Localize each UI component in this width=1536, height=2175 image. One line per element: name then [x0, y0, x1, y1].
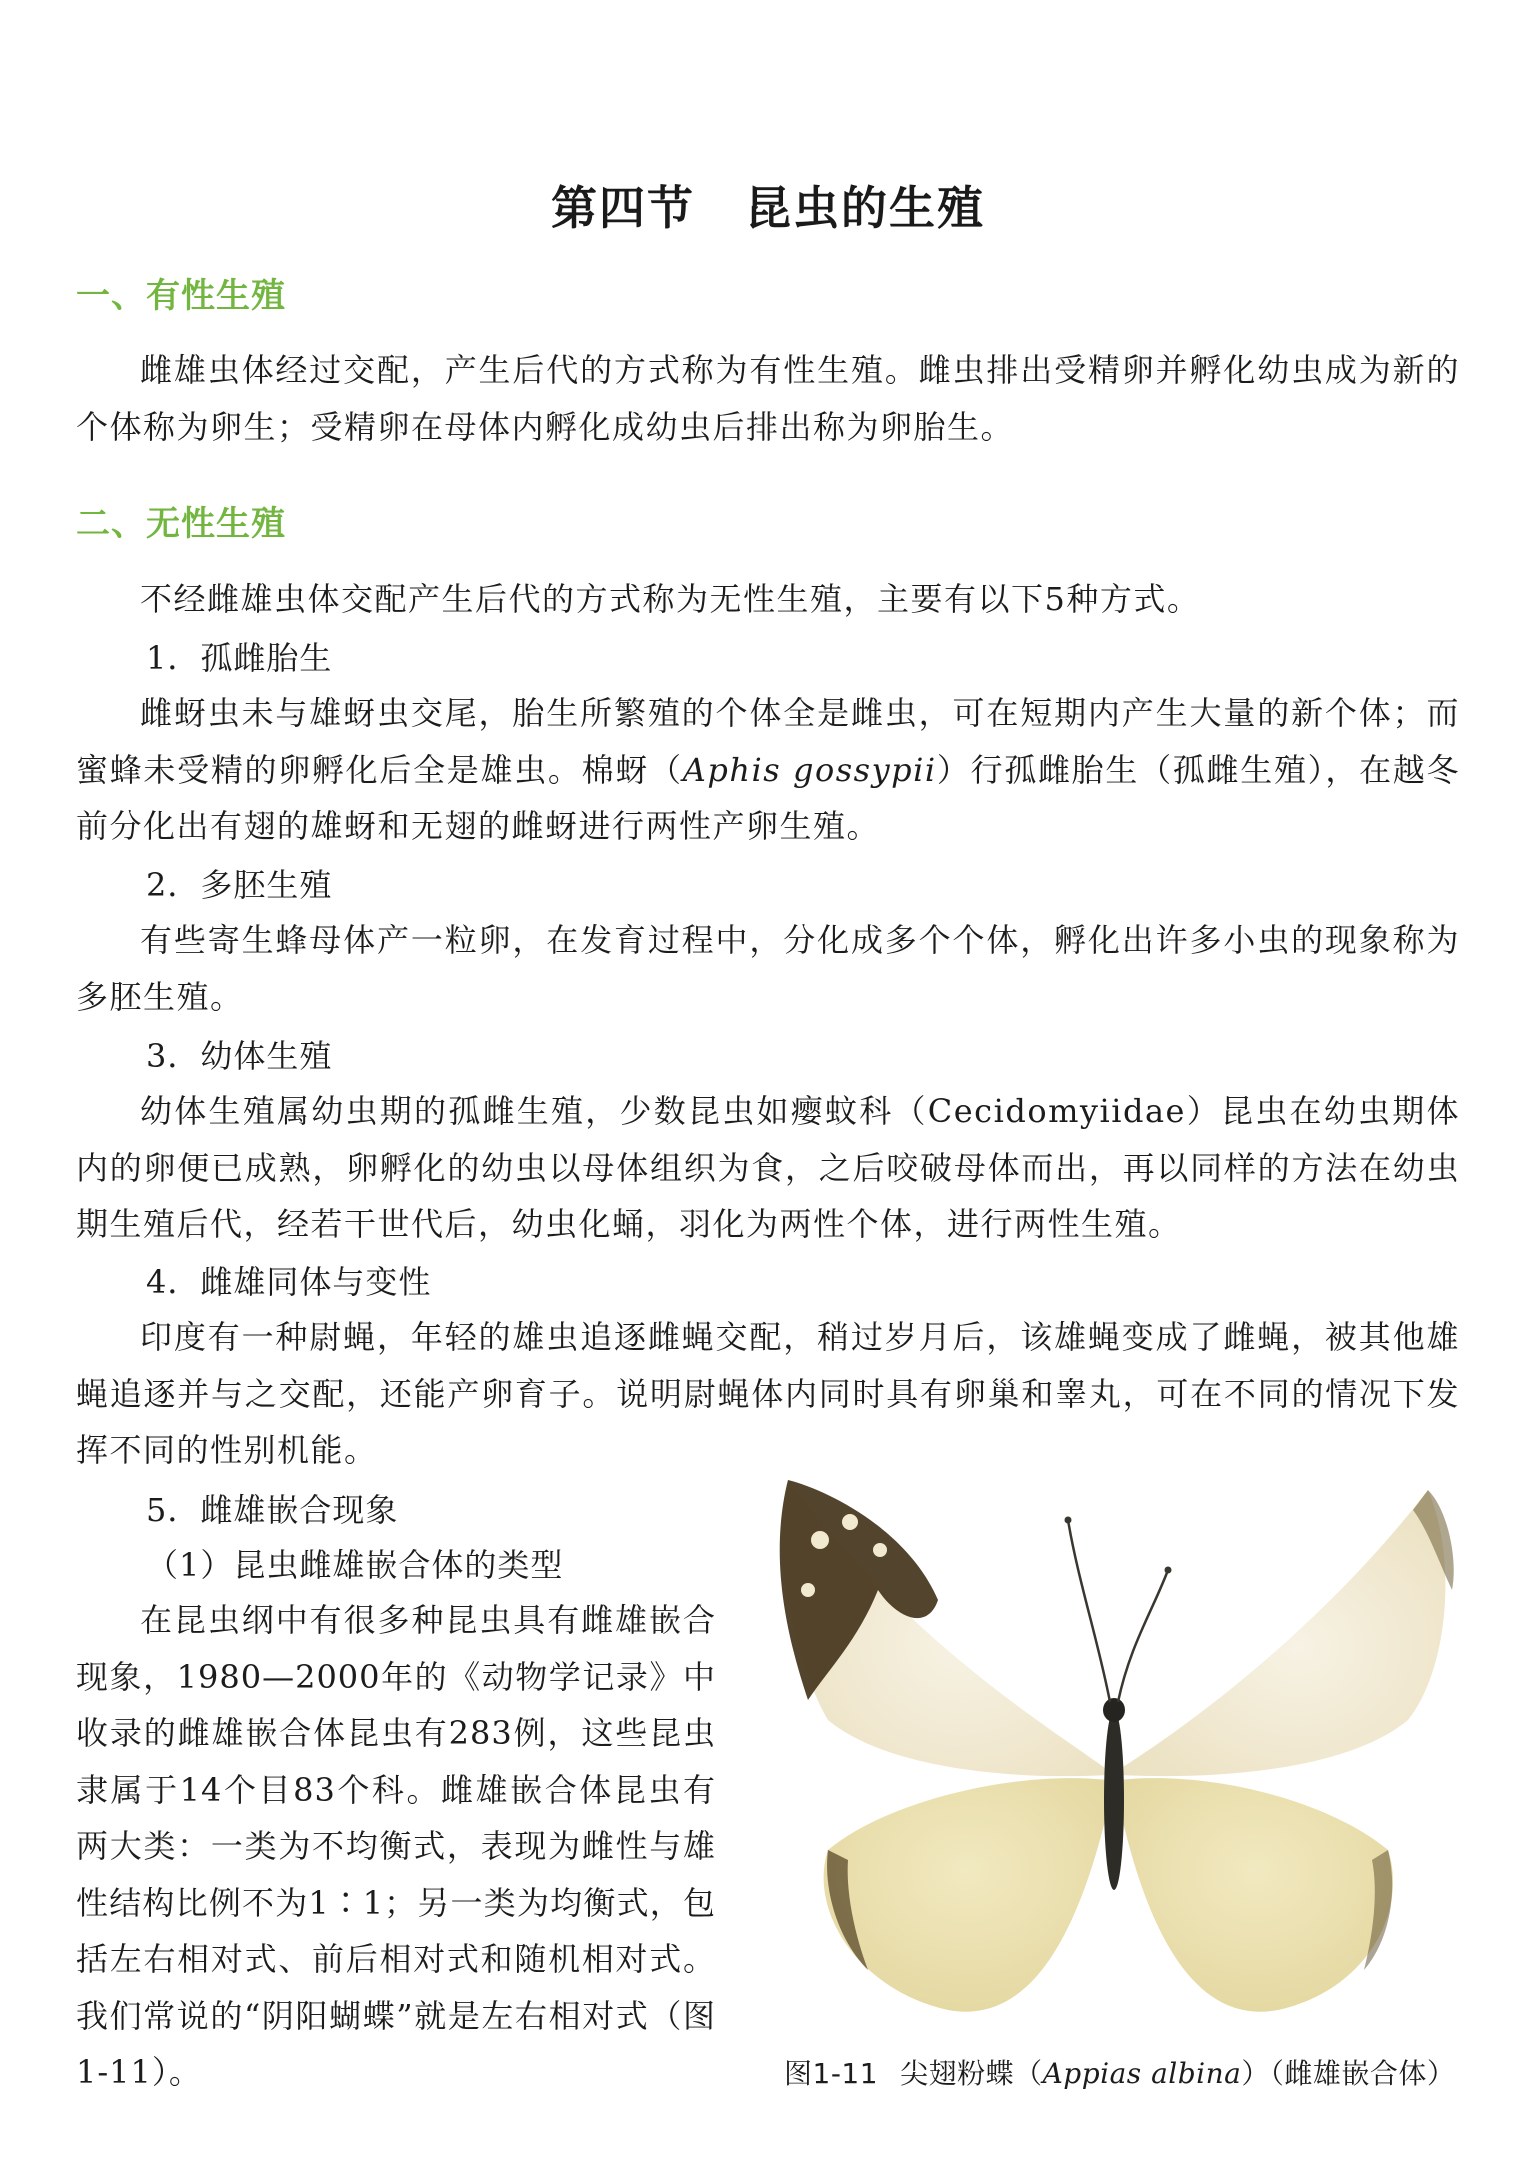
subheading-paedogenesis: [146, 1031, 332, 1077]
right-forewing: [1118, 1490, 1445, 1776]
subheading-title: 幼体生殖: [200, 1037, 333, 1075]
text-run: ）行孤雌胎生（孤雌生殖），在越冬前分化出有翅的雄蚜和无翅的雌蚜进行两性产卵生殖。: [76, 750, 1460, 845]
paragraph-polyembryony: 有些寄生蜂母体产一粒卵，在发育过程中，分化成多个个体，孵化出许多小虫的现象称为多胚生殖。: [76, 921, 1460, 1016]
butterfly-figure-image: [768, 1470, 1460, 2050]
subheading-number: 5．: [146, 1491, 201, 1529]
latin-name: Aphis gossypii: [682, 750, 937, 789]
subheading-title: 雌雄嵌合现象: [200, 1491, 399, 1529]
subheading-number: 1．: [146, 639, 201, 677]
subheading-title: 雌雄同体与变性: [200, 1263, 432, 1301]
figure-note: ）（雌雄嵌合体）: [1241, 2057, 1456, 2090]
subheading-number: 4．: [146, 1263, 201, 1301]
subheading-parthenogenesis: [146, 633, 332, 679]
paragraph-gynandromorphism: 在昆虫纲中有很多种昆虫具有雌雄嵌合现象，1980—2000年的《动物学记录》中收录的雌雄嵌合体昆虫有283例，这些昆虫隶属于14个目83个科。雌雄嵌合体昆虫有两大类：一类为不均衡式，表现为雌性与雄性结构比例不为1∶1；另一类为均衡式，包括左右相对式、前后相对式和随机相对式。我们常说的“阴阳蝴蝶”就是左右相对式（图1-11）。: [76, 1601, 716, 2091]
heading-sexual-reproduction: 一、有性生殖: [76, 276, 286, 316]
figure-label: 图1-11: [784, 2057, 879, 2090]
subheading-title: 孤雌胎生: [200, 639, 333, 677]
section-name: 昆虫的生殖: [745, 181, 985, 235]
subheading-polyembryony: [146, 860, 332, 906]
paragraph-hermaphroditism: 印度有一种尉蝇，年轻的雄虫追逐雌蝇交配，稍过岁月后，该雄蝇变成了雌蝇，被其他雄蝇追逐并与之交配，还能产卵育子。说明尉蝇体内同时具有卵巢和睾丸，可在不同的情况下发挥不同的性别机能。: [76, 1318, 1460, 1469]
left-hindwing: [824, 1778, 1110, 2012]
paragraph-asexual-intro: 不经雌雄虫体交配产生后代的方式称为无性生殖，主要有以下5种方式。: [140, 580, 1201, 618]
figure-caption: [784, 2052, 1460, 2092]
subheading-hermaphroditism: [146, 1257, 431, 1303]
right-hindwing: [1118, 1778, 1393, 2012]
paragraph-parthenogenesis: [76, 685, 1460, 855]
butterfly-body: [1104, 1710, 1124, 1890]
text-run: 雌蚜虫未与雄蚜虫交尾，胎生所繁殖的个体全是雌虫，可在短期内产生大量的新个体；而蜜蜂未受精的卵孵化后全是雄虫。棉蚜（: [76, 694, 1460, 789]
subheading-gynandromorphism: [146, 1485, 398, 1531]
subheading-number: 3．: [146, 1037, 201, 1075]
figure-latin-name: Appias albina: [1042, 2057, 1242, 2090]
heading-asexual-reproduction: 二、无性生殖: [76, 504, 286, 544]
antenna-left: [1068, 1520, 1110, 1702]
subheading-number: 2．: [146, 866, 201, 904]
paragraph-sexual-reproduction: 雌雄虫体经过交配，产生后代的方式称为有性生殖。雌虫排出受精卵并孵化幼虫成为新的个体称为卵生；受精卵在母体内孵化成幼虫后排出称为卵胎生。: [76, 351, 1460, 446]
subheading-title: 多胚生殖: [200, 866, 333, 904]
paragraph-paedogenesis: 幼体生殖属幼虫期的孤雌生殖，少数昆虫如瘿蚊科（Cecidomyiidae）昆虫在幼虫期体内的卵便已成熟，卵孵化的幼虫以母体组织为食，之后咬破母体而出，再以同样的方法在幼虫期生殖后代，经若干世代后，幼虫化蛹，羽化为两性个体，进行两性生殖。: [76, 1092, 1460, 1243]
section-number: 第四节: [551, 181, 695, 235]
page-title: [0, 172, 1536, 238]
figure-species-name: 尖翅粉蝶（: [900, 2057, 1043, 2090]
subsection-gynandromorph-types: （1）昆虫雌雄嵌合体的类型: [146, 1546, 564, 1584]
antenna-right: [1118, 1570, 1168, 1702]
